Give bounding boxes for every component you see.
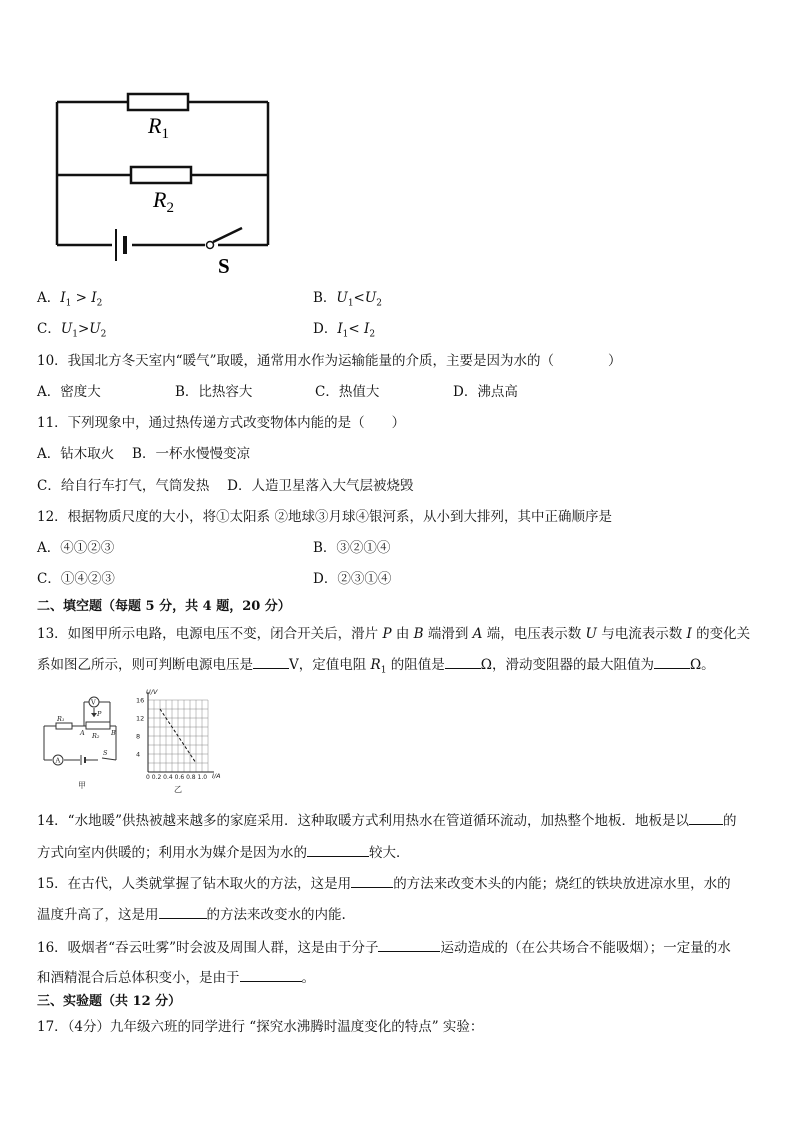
q13-blank-2[interactable]	[445, 654, 481, 669]
svg-text:R₁: R₁	[57, 715, 65, 723]
q14-line-2: 方式向室内供暖的；利用水为媒介是因为水的 较大．	[37, 842, 410, 863]
q13-line-2: 系如图乙所示，则可判断电源电压是 V，定值电阻 $R_1$ 的阻值是 Ω，滑动变阻器的最大阻值为 Ω。	[37, 654, 715, 681]
q15-line-2: 温度升高了，这是用 的方法来改变水的内能.	[37, 904, 346, 925]
q16-line-1: 16．吸烟者“吞云吐雾”时会波及周围人群，这是由于分子 运动造成的（在公共场合不能吸烟）；一定量的水	[37, 937, 731, 958]
resistor-r1	[128, 94, 188, 110]
q10-option-a: A．密度大	[37, 384, 101, 400]
svg-text:P: P	[97, 710, 102, 718]
switch-contact	[207, 242, 214, 249]
q12-stem: 12．根据物质尺度的大小，将①太阳系 ②地球③月球④银河系，从小到大排列，其中正确顺序是	[37, 509, 612, 525]
q12-option-b: B．③②①④	[313, 540, 391, 556]
q17-stem: 17．（4分）九年级六班的同学进行 “探究水沸腾时温度变化的特点” 实验：	[37, 1019, 484, 1035]
q13-line-1: 13．如图甲所示电路，电源电压不变，闭合开关后，滑片 P 由 B 端滑到 A 端，电压表示数 U 与电流表示数 I 的变化关	[37, 626, 751, 642]
figure-yi-caption: 乙	[174, 785, 182, 794]
svg-text:甲: 甲	[78, 781, 86, 790]
q10-option-b: B．比热容大	[175, 384, 253, 400]
q11-stem: 11．下列现象中，通过热传递方式改变物体内能的是（ ）	[37, 415, 406, 431]
q16-blank-1[interactable]	[378, 937, 440, 952]
r2-label: $R_2$	[153, 187, 174, 216]
q16-blank-2[interactable]	[240, 967, 302, 982]
chart-y-tick-label: 12	[136, 714, 145, 723]
q10-stem: 10．我国北方冬天室内“暖气”取暖，通常用水作为运输能量的介质，主要是因为水的（ ）	[37, 353, 622, 369]
svg-text:A: A	[80, 729, 85, 737]
q13-blank-1[interactable]	[253, 654, 289, 669]
chart-x-axis-label: I/A	[212, 772, 221, 780]
chart-y-axis-label: U/V	[146, 688, 158, 696]
q12-option-a: A．④①②③	[37, 540, 115, 556]
q9-option-c: C．$U_1>U_2$	[37, 321, 107, 340]
q13-blank-3[interactable]	[654, 654, 690, 669]
svg-text:B: B	[111, 729, 116, 737]
chart-y-tick-label: 4	[136, 750, 141, 759]
section-2-title: 二、填空题（每题 5 分，共 4 题，20 分）	[37, 599, 291, 614]
q12-option-d: D．②③①④	[313, 571, 392, 587]
battery-symbol	[112, 229, 125, 261]
q15-blank-2[interactable]	[159, 904, 207, 919]
chart-x-ticks: 0 0.2 0.4 0.6 0.8 1.0	[146, 774, 208, 781]
svg-text:R₂: R₂	[92, 732, 100, 740]
chart-y-tick-label: 16	[136, 696, 145, 705]
figure-jia-circuit	[38, 688, 130, 794]
resistor-r2	[131, 167, 191, 183]
svg-text:S: S	[103, 749, 108, 757]
r1-label: $R_1$	[148, 113, 169, 142]
q14-blank-2[interactable]	[307, 842, 369, 857]
q15-blank-1[interactable]	[351, 873, 393, 888]
figure-yi-ui-graph	[134, 686, 230, 796]
q9-option-d: D．$I_1< I_2$	[313, 321, 376, 340]
q11-options-cd: C．给自行车打气，气筒发热 D．人造卫星落入大气层被烧毁	[37, 478, 414, 494]
q9-option-b: B．$U_1<U_2$	[313, 290, 382, 309]
chart-y-tick-label: 8	[136, 732, 141, 741]
svg-text:A: A	[55, 756, 61, 765]
q16-line-2: 和酒精混合后总体积变小，是由于 。	[37, 967, 315, 988]
fig-jia-r1	[56, 723, 72, 729]
circuit-diagram-parallel	[40, 80, 290, 280]
q14-blank-1[interactable]	[689, 810, 723, 825]
switch-label: S	[218, 254, 230, 278]
section-3-title: 三、实验题（共 12 分）	[37, 994, 182, 1009]
svg-text:V: V	[91, 698, 96, 707]
q15-line-1: 15．在古代，人类就掌握了钻木取火的方法，这是用 的方法来改变木头的内能；烧红的铁块放进凉水里，水的	[37, 873, 731, 894]
q9-option-a: A．$I_1 > I_2$	[37, 290, 103, 309]
q11-options-ab: A．钻木取火 B．一杯水慢慢变凉	[37, 446, 250, 462]
q10-option-d: D．沸点高	[453, 384, 518, 400]
q12-option-c: C．①④②③	[37, 571, 115, 587]
q14-line-1: 14．“水地暖”供热被越来越多的家庭采用．这种取暖方式利用热水在管道循环流动，加热整个地板．地板是以 的	[37, 810, 736, 831]
fig-jia-r2-slider	[86, 722, 110, 729]
q10-option-c: C．热值大	[315, 384, 380, 400]
